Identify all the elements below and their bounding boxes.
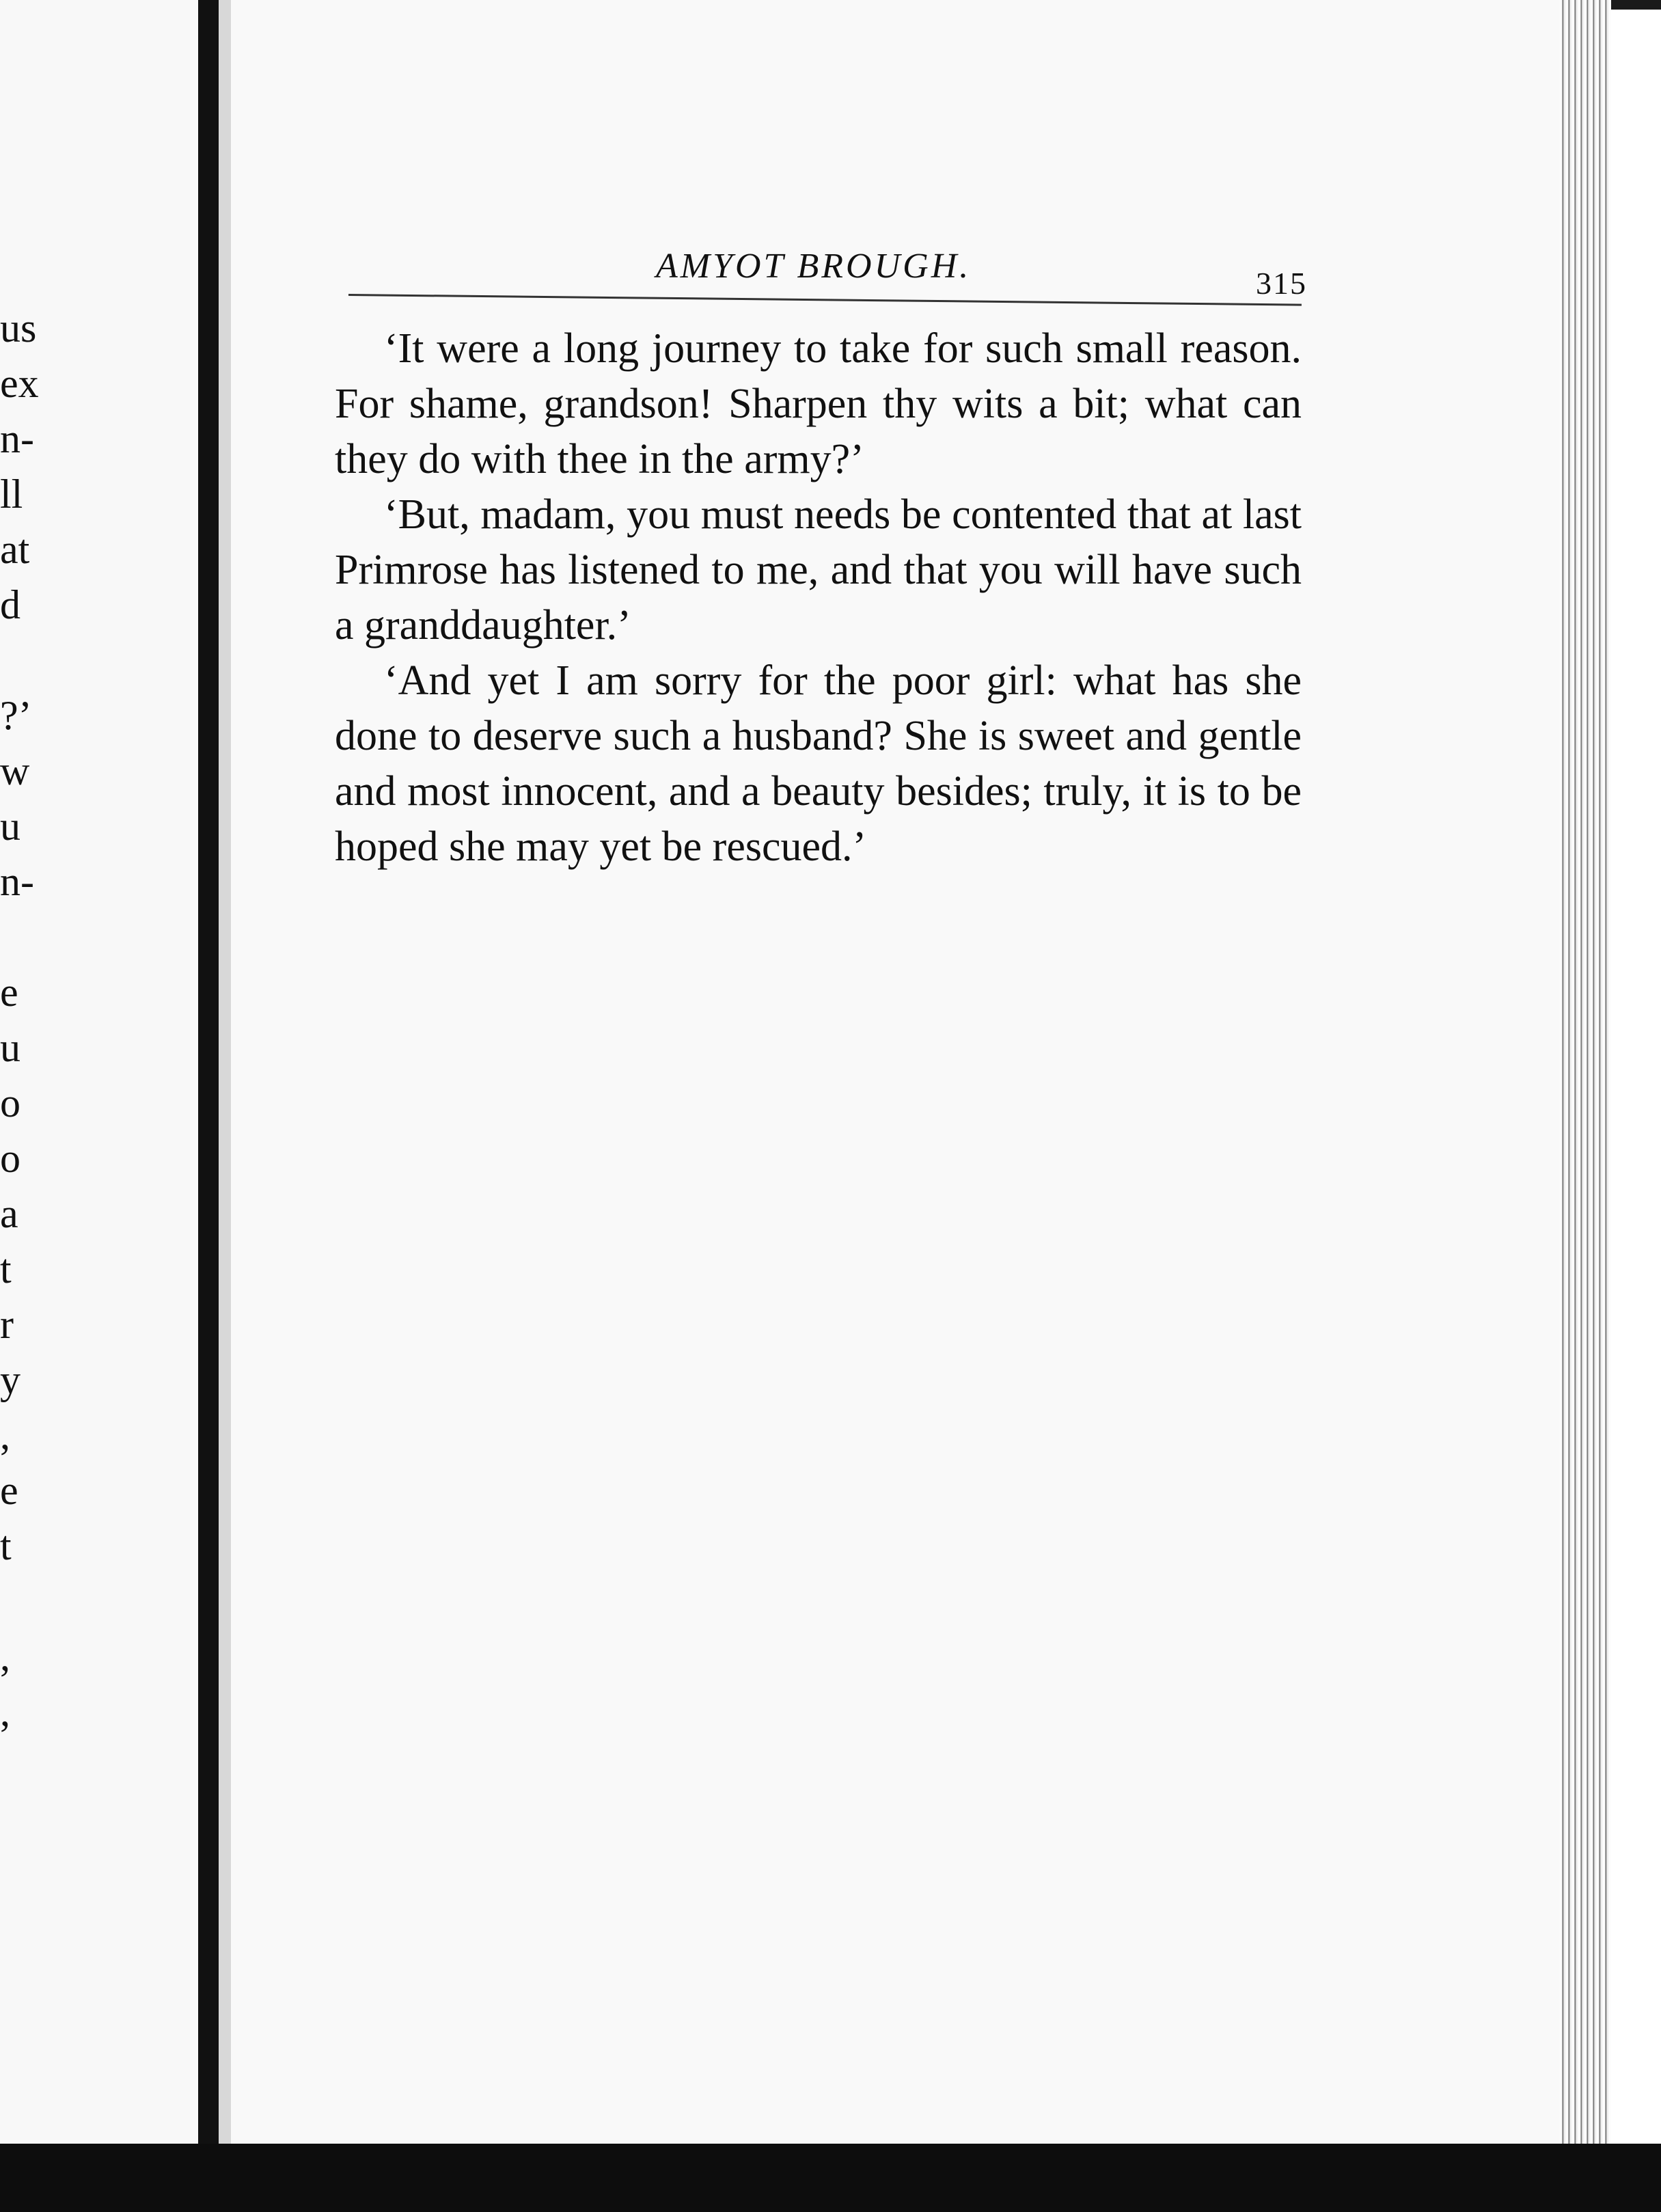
paragraph: ‘It were a long journey to take for such small reason. For shame, grandson! Sharpen thy wits a bit; what can they do with thee in the army?’ (335, 325, 1302, 482)
left-fragment: o (0, 1136, 20, 1181)
left-fragment: ll (0, 472, 23, 517)
left-fragment: ex (0, 361, 39, 406)
left-fragment: , (0, 1634, 10, 1679)
scan-bottom-border (0, 2144, 1661, 2212)
left-fragment: , (0, 1689, 10, 1734)
left-fragment: r (0, 1302, 14, 1347)
left-fragment: n- (0, 859, 34, 904)
left-fragment: ?’ (0, 693, 32, 738)
left-fragment: us (0, 305, 37, 351)
left-fragment: , (0, 1412, 10, 1458)
left-fragment (0, 633, 82, 688)
left-fragment: a (0, 1191, 18, 1236)
left-fragment (0, 910, 82, 965)
gutter-shading (219, 0, 231, 2212)
page-stack-edges (1560, 0, 1611, 2212)
left-fragment: e (0, 1468, 18, 1513)
left-fragment: d (0, 582, 20, 627)
left-fragment: at (0, 527, 30, 572)
left-fragment: t (0, 1523, 12, 1568)
left-fragment: u (0, 804, 20, 849)
left-fragment: n- (0, 416, 34, 461)
left-page-text-fragments (0, 301, 82, 1740)
paragraph: ‘And yet I am sorry for the poor girl: what has she done to deserve such a husband? She is sweet and gentle and most innocent, and a beauty besides; truly, it is to be hoped she may yet be rescued.’ (335, 657, 1302, 870)
left-fragment: t (0, 1246, 12, 1292)
left-fragment: u (0, 1025, 20, 1070)
page-number: 315 (1256, 266, 1307, 301)
left-page (0, 0, 205, 2212)
paragraph: ‘But, madam, you must needs be contented that at last Primrose has listened to me, and that you will have such a granddaughter.’ (335, 491, 1302, 648)
body-text (335, 321, 1302, 875)
left-fragment: o (0, 1080, 20, 1125)
left-fragment: y (0, 1357, 20, 1402)
book-spine-shadow (198, 0, 219, 2212)
left-fragment (0, 1574, 82, 1629)
left-fragment: e (0, 970, 18, 1015)
left-fragment: w (0, 748, 30, 793)
running-head: AMYOT BROUGH. (656, 247, 972, 286)
